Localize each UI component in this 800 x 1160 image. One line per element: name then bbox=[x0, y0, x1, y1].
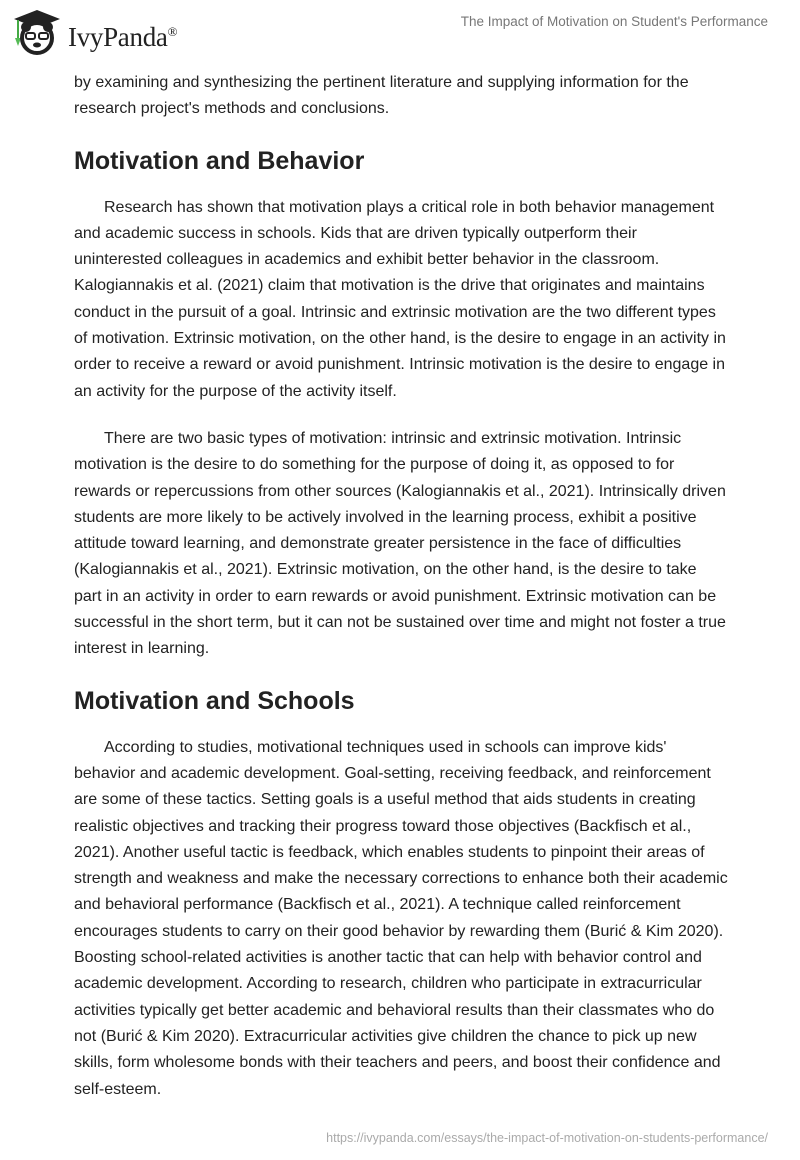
logo-text: IvyPanda® bbox=[68, 21, 178, 52]
ivypanda-logo[interactable] bbox=[12, 8, 177, 56]
panda-graduate-icon bbox=[12, 8, 62, 56]
source-url[interactable]: https://ivypanda.com/essays/the-impact-of-motivation-on-students-performance/ bbox=[326, 1131, 768, 1145]
document-title: The Impact of Motivation on Student's Performance bbox=[460, 14, 768, 29]
intro-paragraph: by examining and synthesizing the pertinent literature and supplying information for the research project's methods and conclusions. bbox=[74, 74, 689, 118]
paragraph: According to studies, motivational techniques used in schools can improve kids' behavior and academic development. Goal-setting, receiving feedback, and reinforcement are some of these tactics. Setting goals is a useful method that aids students in creating realistic objectives and tracking their progress toward those objectives (Backfisch et al., 2021). Another useful tactic is feedback, which enables students to pinpoint their areas of strength and weakness and make the necessary corrections to enhance both their academic and behavioral performance (Backfisch et al., 2021). A technique called reinforcement encourages students to carry on their good behavior by rewarding them (Burić & Kim 2020). Boosting school-related activities is another tactic that can help with behavior control and academic development. According to research, children who participate in extracurricular activities typically get better academic and behavioral results than their classmates who do not (Burić & Kim 2020). Extracurricular activities give children the chance to pick up new skills, form wholesome bonds with their teachers and peers, and boost their confidence and self-esteem. bbox=[74, 738, 728, 1098]
paragraph: Research has shown that motivation plays a critical role in both behavior management and academic success in schools. Kids that are driven typically outperform their uninterested colleagues in academics and exhibit better behavior in the classroom. Kalogiannakis et al. (2021) claim that motivation is the drive that originates and maintains conduct in the pursuit of a goal. Intrinsic and extrinsic motivation are the two different types of motivation. Extrinsic motivation, on the other hand, is the desire to engage in an activity in order to receive a reward or avoid punishment. Intrinsic motivation is the desire to engage in an activity for the purpose of the activity itself. bbox=[74, 198, 726, 400]
paragraph: There are two basic types of motivation: intrinsic and extrinsic motivation. Intrinsic motivation is the desire to do something for the purpose of doing it, as opposed to for rewards or repercussions from other sources (Kalogiannakis et al., 2021). Intrinsically driven students are more likely to be actively involved in the learning process, exhibit a positive attitude toward learning, and demonstrate greater persistence in the face of difficulties (Kalogiannakis et al., 2021). Extrinsic motivation, on the other hand, is the desire to take part in an activity in order to earn rewards or avoid punishment. Extrinsic motivation can be successful in the short term, but it can not be sustained over time and might not foster a true interest in learning. bbox=[74, 429, 726, 658]
page-header bbox=[0, 0, 800, 64]
section-heading-behavior: Motivation and Behavior bbox=[74, 146, 365, 175]
essay-content bbox=[74, 70, 728, 1124]
section-heading-schools: Motivation and Schools bbox=[74, 686, 355, 715]
